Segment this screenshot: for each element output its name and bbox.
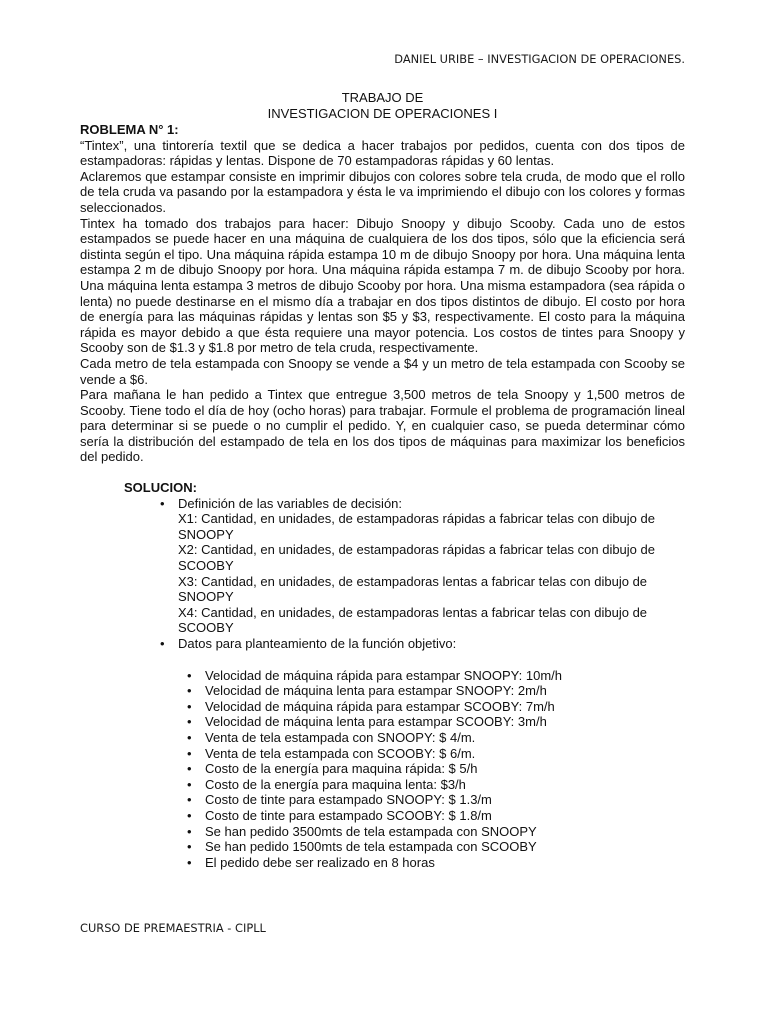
- data-item: • Velocidad de máquina rápida para estampar SNOOPY: 10m/h: [187, 668, 685, 684]
- variable-definitions: [178, 511, 685, 636]
- data-item: • Velocidad de máquina rápida para estampar SCOOBY: 7m/h: [187, 699, 685, 715]
- variable-x2: X2: Cantidad, en unidades, de estampadoras rápidas a fabricar telas con dibujo de SCOOBY: [178, 542, 655, 574]
- data-item: • Costo de la energía para maquina rápida: $ 5/h: [187, 761, 685, 777]
- problem-paragraph: Cada metro de tela estampada con Snoopy se vende a $4 y un metro de tela estampada con Scooby se vende a $6.: [80, 355, 685, 387]
- page-header: DANIEL URIBE – INVESTIGACION DE OPERACIONES.: [394, 52, 685, 66]
- title-line-1: TRABAJO DE: [341, 90, 424, 105]
- data-item: • Costo de la energía para maquina lenta: $3/h: [187, 777, 685, 793]
- problem-paragraph: Para mañana le han pedido a Tintex que entregue 3,500 metros de tela Snoopy y 1,500 metros de Scooby. Tiene todo el día de hoy (ocho horas) para trabajar. Formule el problema de programación lineal para determinar si se puede o no cumplir el pedido. Y, en cualquier caso, se pueda determinar cómo sería la distribución del estampado de tela en los dos tipos de máquinas para maximizar los beneficios del pedido.: [80, 387, 685, 465]
- list-item-data: [160, 636, 685, 652]
- data-item: • Costo de tinte para estampado SNOOPY: $ 1.3/m: [187, 792, 685, 808]
- problem-paragraph: Aclaremos que estampar consiste en imprimir dibujos con colores sobre tela cruda, de modo que el rollo de tela cruda va pasando por la estampadora y ésta le va imprimiendo el dibujo con los colores y formas seleccionados.: [80, 168, 685, 215]
- data-item: • Se han pedido 1500mts de tela estampada con SCOOBY: [187, 839, 685, 855]
- data-list: [187, 668, 685, 871]
- data-item: • Se han pedido 3500mts de tela estampada con SNOOPY: [187, 824, 685, 840]
- list-item-variables: [160, 496, 685, 636]
- solution-heading: SOLUCION:: [124, 480, 197, 496]
- title-line-2: INVESTIGACION DE OPERACIONES I: [267, 106, 498, 121]
- solution-list: [160, 496, 685, 652]
- variable-x4: X4: Cantidad, en unidades, de estampadoras lentas a fabricar telas con dibujo de SCOOBY: [178, 604, 648, 636]
- data-item: • Velocidad de máquina lenta para estampar SCOOBY: 3m/h: [187, 714, 685, 730]
- variables-label: Definición de las variables de decisión:: [178, 495, 403, 511]
- problem-heading: ROBLEMA N° 1:: [80, 122, 179, 137]
- data-item: • Costo de tinte para estampado SCOOBY: $ 1.8/m: [187, 808, 685, 824]
- variable-x3: X3: Cantidad, en unidades, de estampadoras lentas a fabricar telas con dibujo de SNOOPY: [178, 573, 648, 605]
- data-label: Datos para planteamiento de la función objetivo:: [178, 636, 457, 651]
- data-item: • Venta de tela estampada con SNOOPY: $ 4/m.: [187, 730, 685, 746]
- document-body: [80, 122, 685, 870]
- data-item: • El pedido debe ser realizado en 8 horas: [187, 855, 685, 871]
- page-footer: CURSO DE PREMAESTRIA - CIPLL: [80, 921, 266, 935]
- problem-paragraph: Tintex ha tomado dos trabajos para hacer: Dibujo Snoopy y dibujo Scooby. Cada uno de estos estampados se puede hacer en una máquina de cualquiera de los dos tipos, sólo que la eficiencia será distinta según el tipo. Una máquina rápida estampa 10 m de dibujo Snoopy por hora. Una máquina lenta estampa 2 m de dibujo Snoopy por hora. Una máquina rápida estampa 7 m. de dibujo Scooby por hora. Una máquina lenta estampa 3 metros de dibujo Scooby por hora. Una misma estampadora (sea rápida o lenta) no puede destinarse en el mismo día a trabajar en dos tipos distintos de dibujo. El costo por hora de energía para las máquinas rápidas y lentas son $5 y $3, respectivamente. El costo para la máquina rápida es mayor debido a que ésta requiere una mayor potencia. Los costos de tintes para Snoopy y Scooby son de $1.3 y $1.8 por metro de tela cruda, respectivamente.: [80, 215, 685, 356]
- problem-paragraph: “Tintex”, una tintorería textil que se dedica a hacer trabajos por pedidos, cuenta con dos tipos de estampadoras: rápidas y lentas. Dispone de 70 estampadoras rápidas y 60 lentas.: [80, 137, 685, 169]
- document-title: [80, 90, 685, 122]
- data-item: • Velocidad de máquina lenta para estampar SNOOPY: 2m/h: [187, 683, 685, 699]
- variable-x1: X1: Cantidad, en unidades, de estampadoras rápidas a fabricar telas con dibujo de SNOOPY: [178, 511, 655, 542]
- data-item: • Venta de tela estampada con SCOOBY: $ 6/m.: [187, 746, 685, 762]
